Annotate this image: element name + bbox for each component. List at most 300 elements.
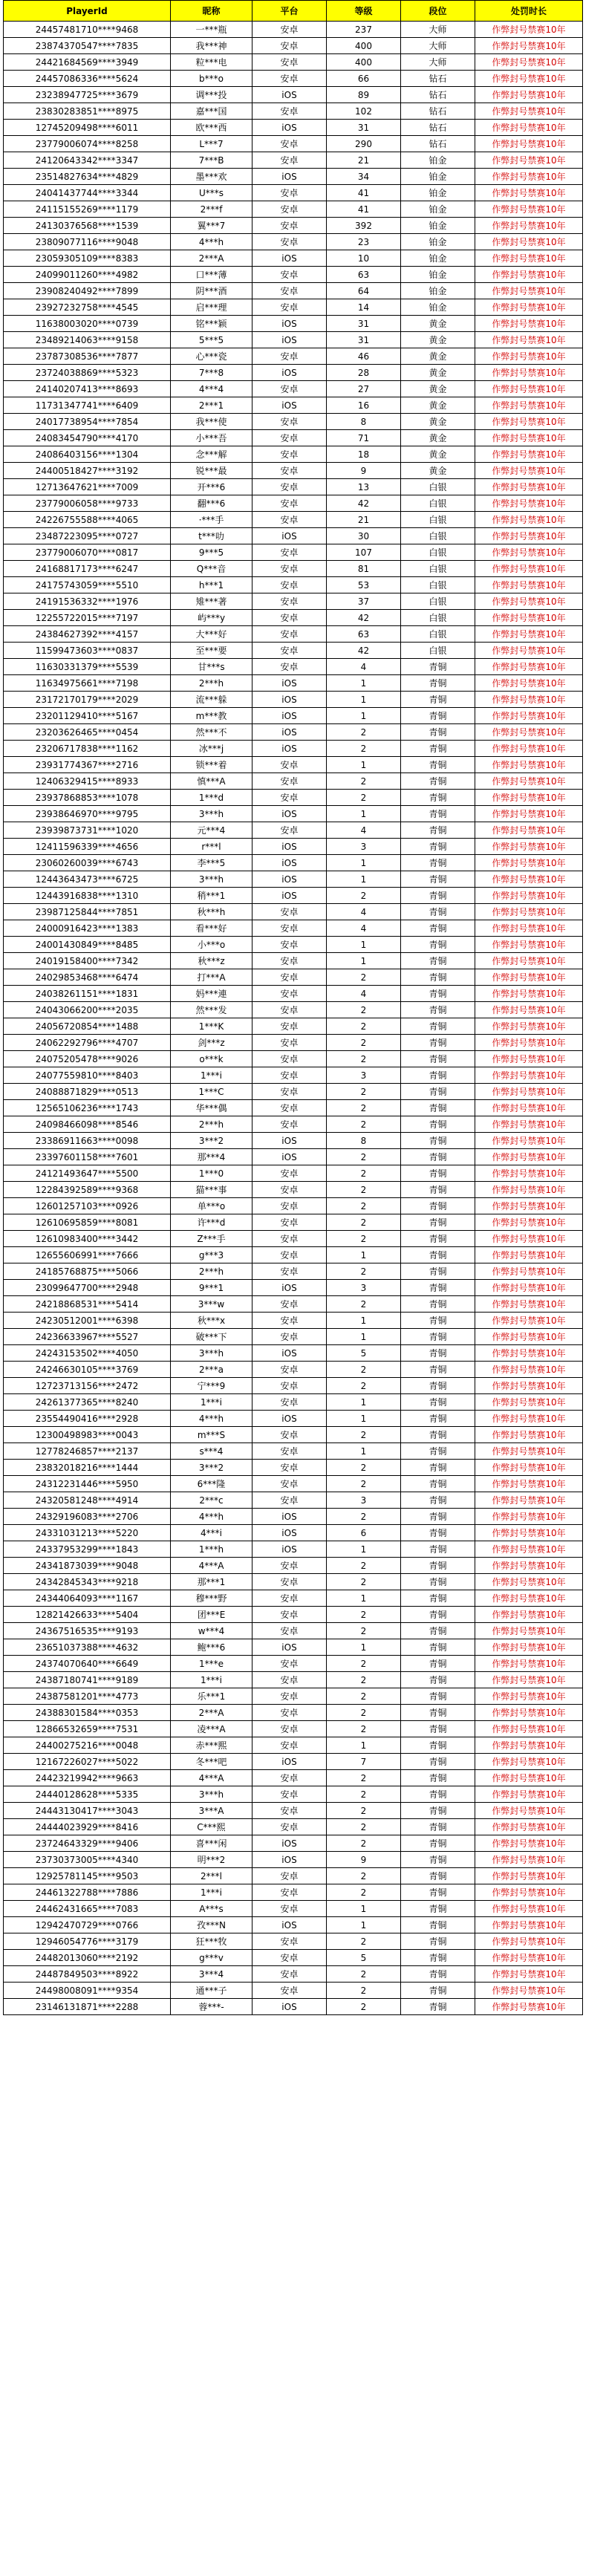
level-cell: 9 (327, 463, 401, 479)
table-row (4, 1705, 583, 1721)
platform-cell: 安卓 (252, 1035, 327, 1051)
rank-cell: 白银 (401, 544, 475, 561)
nickname-cell: 通***子 (171, 1983, 252, 1999)
rank-cell: 青铜 (401, 724, 475, 741)
rank-cell: 青铜 (401, 1329, 475, 1345)
platform-cell: iOS (252, 1149, 327, 1165)
platform-cell: 安卓 (252, 381, 327, 397)
rank-cell: 青铜 (401, 741, 475, 757)
rank-cell: 青铜 (401, 1574, 475, 1590)
table-row (4, 1999, 583, 2015)
player-id-cell: 23938646970****9795 (4, 806, 171, 822)
penalty-cell: 作弊封号禁赛10年 (475, 1051, 583, 1067)
nickname-cell: 4***4 (171, 381, 252, 397)
nickname-cell: 2***A (171, 1705, 252, 1721)
penalty-cell: 作弊封号禁赛10年 (475, 1035, 583, 1051)
platform-cell: 安卓 (252, 593, 327, 610)
platform-cell: 安卓 (252, 463, 327, 479)
penalty-cell: 作弊封号禁赛10年 (475, 1084, 583, 1100)
table-row (4, 1607, 583, 1623)
platform-cell: 安卓 (252, 1214, 327, 1231)
table-row (4, 381, 583, 397)
penalty-cell: 作弊封号禁赛10年 (475, 479, 583, 495)
rank-cell: 青铜 (401, 1819, 475, 1835)
platform-cell: 安卓 (252, 986, 327, 1002)
penalty-cell: 作弊封号禁赛10年 (475, 348, 583, 365)
platform-cell: iOS (252, 250, 327, 267)
level-cell: 1 (327, 1443, 401, 1460)
rank-cell: 青铜 (401, 871, 475, 888)
penalty-cell: 作弊封号禁赛10年 (475, 1345, 583, 1362)
level-cell: 34 (327, 169, 401, 185)
penalty-cell: 作弊封号禁赛10年 (475, 120, 583, 136)
header-row (4, 1, 583, 22)
level-cell: 2 (327, 1803, 401, 1819)
table-row (4, 136, 583, 152)
nickname-cell: 锐***最 (171, 463, 252, 479)
rank-cell: 铂金 (401, 299, 475, 316)
nickname-cell: 1***h (171, 1541, 252, 1558)
platform-cell: 安卓 (252, 920, 327, 937)
rank-cell: 青铜 (401, 937, 475, 953)
rank-cell: 钻石 (401, 87, 475, 103)
platform-cell: iOS (252, 724, 327, 741)
level-cell: 2 (327, 1116, 401, 1133)
player-id-cell: 24400275216****0048 (4, 1737, 171, 1754)
rank-cell: 青铜 (401, 822, 475, 839)
penalty-cell: 作弊封号禁赛10年 (475, 757, 583, 773)
level-cell: 2 (327, 1263, 401, 1280)
rank-cell: 青铜 (401, 839, 475, 855)
platform-cell: 安卓 (252, 201, 327, 218)
level-cell: 28 (327, 365, 401, 381)
player-id-cell: 23651037388****4632 (4, 1639, 171, 1656)
player-id-cell: 12821426633****5404 (4, 1607, 171, 1623)
player-id-cell: 24374070640****6649 (4, 1656, 171, 1672)
rank-cell: 青铜 (401, 1378, 475, 1394)
nickname-cell: m***S (171, 1427, 252, 1443)
platform-cell: iOS (252, 871, 327, 888)
rank-cell: 铂金 (401, 218, 475, 234)
penalty-cell: 作弊封号禁赛10年 (475, 724, 583, 741)
penalty-cell: 作弊封号禁赛10年 (475, 136, 583, 152)
player-id-cell: 24388301584****0353 (4, 1705, 171, 1721)
nickname-cell: 2***h (171, 1263, 252, 1280)
platform-cell: 安卓 (252, 643, 327, 659)
ban-list-table (3, 0, 583, 2015)
penalty-cell: 作弊封号禁赛10年 (475, 1590, 583, 1607)
level-cell: 1 (327, 1247, 401, 1263)
player-id-cell: 23060260039****6743 (4, 855, 171, 871)
level-cell: 2 (327, 1656, 401, 1672)
penalty-cell: 作弊封号禁赛10年 (475, 218, 583, 234)
platform-cell: iOS (252, 692, 327, 708)
nickname-cell: 4***A (171, 1770, 252, 1786)
level-cell: 2 (327, 1214, 401, 1231)
platform-cell: 安卓 (252, 299, 327, 316)
table-row (4, 1983, 583, 1999)
rank-cell: 白银 (401, 479, 475, 495)
table-row (4, 643, 583, 659)
nickname-cell: 2***c (171, 1492, 252, 1509)
player-id-cell: 24487849503****8922 (4, 1966, 171, 1983)
table-row (4, 1933, 583, 1950)
platform-cell: 安卓 (252, 1427, 327, 1443)
table-row (4, 463, 583, 479)
nickname-cell: 小***吾 (171, 430, 252, 446)
nickname-cell: 4***A (171, 1558, 252, 1574)
level-cell: 4 (327, 659, 401, 675)
penalty-cell: 作弊封号禁赛10年 (475, 986, 583, 1002)
penalty-cell: 作弊封号禁赛10年 (475, 1443, 583, 1460)
table-row (4, 1754, 583, 1770)
rank-cell: 青铜 (401, 969, 475, 986)
penalty-cell: 作弊封号禁赛10年 (475, 904, 583, 920)
table-row (4, 283, 583, 299)
penalty-cell: 作弊封号禁赛10年 (475, 610, 583, 626)
platform-cell: iOS (252, 1345, 327, 1362)
table-row (4, 71, 583, 87)
table-row (4, 1786, 583, 1803)
rank-cell: 青铜 (401, 675, 475, 692)
penalty-cell: 作弊封号禁赛10年 (475, 1296, 583, 1313)
table-row (4, 1149, 583, 1165)
level-cell: 23 (327, 234, 401, 250)
table-row (4, 1247, 583, 1263)
rank-cell: 青铜 (401, 1884, 475, 1901)
rank-cell: 黄金 (401, 332, 475, 348)
level-cell: 5 (327, 1345, 401, 1362)
player-id-cell: 12946054776****3179 (4, 1933, 171, 1950)
platform-cell: iOS (252, 397, 327, 414)
penalty-cell: 作弊封号禁赛10年 (475, 1263, 583, 1280)
platform-cell: 安卓 (252, 659, 327, 675)
nickname-cell: 1***i (171, 1884, 252, 1901)
nickname-cell: 屿***y (171, 610, 252, 626)
penalty-cell: 作弊封号禁赛10年 (475, 283, 583, 299)
nickname-cell: 1***e (171, 1656, 252, 1672)
player-id-cell: 23832018216****1444 (4, 1460, 171, 1476)
rank-cell: 青铜 (401, 1656, 475, 1672)
nickname-cell: 李***5 (171, 855, 252, 871)
rank-cell: 白银 (401, 577, 475, 593)
table-row (4, 332, 583, 348)
player-id-cell: 24461322788****7886 (4, 1884, 171, 1901)
platform-cell: iOS (252, 120, 327, 136)
nickname-cell: U***s (171, 185, 252, 201)
player-id-cell: 24086403156****1304 (4, 446, 171, 463)
level-cell: 1 (327, 1411, 401, 1427)
platform-cell: iOS (252, 855, 327, 871)
platform-cell: 安卓 (252, 1819, 327, 1835)
penalty-cell: 作弊封号禁赛10年 (475, 38, 583, 54)
player-id-cell: 11599473603****0837 (4, 643, 171, 659)
player-id-cell: 23927232758****4545 (4, 299, 171, 316)
penalty-cell: 作弊封号禁赛10年 (475, 1999, 583, 2015)
nickname-cell: 口***薄 (171, 267, 252, 283)
rank-cell: 青铜 (401, 904, 475, 920)
nickname-cell: 看***好 (171, 920, 252, 937)
penalty-cell: 作弊封号禁赛10年 (475, 1165, 583, 1182)
rank-cell: 青铜 (401, 1002, 475, 1018)
level-cell: 3 (327, 1492, 401, 1509)
rank-cell: 青铜 (401, 659, 475, 675)
penalty-cell: 作弊封号禁赛10年 (475, 659, 583, 675)
table-row (4, 1280, 583, 1296)
penalty-cell: 作弊封号禁赛10年 (475, 888, 583, 904)
player-id-cell: 23987125844****7851 (4, 904, 171, 920)
platform-cell: 安卓 (252, 71, 327, 87)
nickname-cell: 2***l (171, 1868, 252, 1884)
table-row (4, 1362, 583, 1378)
rank-cell: 青铜 (401, 1983, 475, 1999)
player-id-cell: 24329196083****2706 (4, 1509, 171, 1525)
penalty-cell: 作弊封号禁赛10年 (475, 414, 583, 430)
player-id-cell: 12713647621****7009 (4, 479, 171, 495)
platform-cell: 安卓 (252, 1067, 327, 1084)
level-cell: 8 (327, 1133, 401, 1149)
platform-cell: 安卓 (252, 512, 327, 528)
table-row (4, 1067, 583, 1084)
platform-cell: 安卓 (252, 1770, 327, 1786)
nickname-cell: 2***a (171, 1362, 252, 1378)
player-id-cell: 24421684569****3949 (4, 54, 171, 71)
table-row (4, 888, 583, 904)
rank-cell: 青铜 (401, 1688, 475, 1705)
rank-cell: 青铜 (401, 757, 475, 773)
level-cell: 2 (327, 741, 401, 757)
player-id-cell: 12255722015****7197 (4, 610, 171, 626)
player-id-cell: 24342845343****9218 (4, 1574, 171, 1590)
level-cell: 1 (327, 871, 401, 888)
platform-cell: 安卓 (252, 1688, 327, 1705)
rank-cell: 铂金 (401, 169, 475, 185)
penalty-cell: 作弊封号禁赛10年 (475, 1737, 583, 1754)
table-row (4, 250, 583, 267)
platform-cell: iOS (252, 1852, 327, 1868)
rank-cell: 青铜 (401, 1803, 475, 1819)
table-row (4, 1803, 583, 1819)
level-cell: 42 (327, 610, 401, 626)
table-row (4, 414, 583, 430)
player-id-cell: 24130376568****1539 (4, 218, 171, 234)
player-id-cell: 24344064093****1167 (4, 1590, 171, 1607)
nickname-cell: Q***音 (171, 561, 252, 577)
player-id-cell: 24444023929****8416 (4, 1819, 171, 1835)
nickname-cell: 1***C (171, 1084, 252, 1100)
table-row (4, 692, 583, 708)
nickname-cell: 3***A (171, 1803, 252, 1819)
player-id-cell: 12778246857****2137 (4, 1443, 171, 1460)
level-cell: 5 (327, 1950, 401, 1966)
rank-cell: 白银 (401, 643, 475, 659)
table-row (4, 120, 583, 136)
platform-cell: 安卓 (252, 136, 327, 152)
penalty-cell: 作弊封号禁赛10年 (475, 1378, 583, 1394)
penalty-cell: 作弊封号禁赛10年 (475, 593, 583, 610)
rank-cell: 黄金 (401, 365, 475, 381)
rank-cell: 青铜 (401, 1443, 475, 1460)
level-cell: 16 (327, 397, 401, 414)
player-id-cell: 24088871829****0513 (4, 1084, 171, 1100)
rank-cell: 青铜 (401, 855, 475, 871)
nickname-cell: 那***1 (171, 1574, 252, 1590)
player-id-cell: 23939873731****1020 (4, 822, 171, 839)
player-id-cell: 23489214063****9158 (4, 332, 171, 348)
table-row (4, 953, 583, 969)
platform-cell: 安卓 (252, 969, 327, 986)
player-id-cell: 24098466098****8546 (4, 1116, 171, 1133)
table-row (4, 741, 583, 757)
nickname-cell: 嘉***国 (171, 103, 252, 120)
table-row (4, 365, 583, 381)
player-id-cell: 11630331379****5539 (4, 659, 171, 675)
player-id-cell: 12610983400****3442 (4, 1231, 171, 1247)
table-row (4, 1394, 583, 1411)
rank-cell: 青铜 (401, 1835, 475, 1852)
table-row (4, 169, 583, 185)
player-id-cell: 24462431665****7083 (4, 1901, 171, 1917)
penalty-cell: 作弊封号禁赛10年 (475, 1754, 583, 1770)
level-cell: 2 (327, 1721, 401, 1737)
rank-cell: 白银 (401, 561, 475, 577)
nickname-cell: 1***i (171, 1394, 252, 1411)
nickname-cell: 赤***熙 (171, 1737, 252, 1754)
nickname-cell: 锁***着 (171, 757, 252, 773)
level-cell: 2 (327, 1607, 401, 1623)
player-id-cell: 24331031213****5220 (4, 1525, 171, 1541)
nickname-cell: 6***隆 (171, 1476, 252, 1492)
table-row (4, 1476, 583, 1492)
player-id-cell: 12565106236****1743 (4, 1100, 171, 1116)
player-id-cell: 24400518427****3192 (4, 463, 171, 479)
table-row (4, 822, 583, 839)
level-cell: 27 (327, 381, 401, 397)
table-row (4, 1133, 583, 1149)
level-cell: 46 (327, 348, 401, 365)
platform-cell: 安卓 (252, 544, 327, 561)
platform-cell: 安卓 (252, 1574, 327, 1590)
player-id-cell: 24121493647****5500 (4, 1165, 171, 1182)
rank-cell: 青铜 (401, 1133, 475, 1149)
level-cell: 2 (327, 724, 401, 741)
player-id-cell: 24168817173****6247 (4, 561, 171, 577)
platform-cell: 安卓 (252, 1786, 327, 1803)
table-row (4, 1018, 583, 1035)
nickname-cell: 然***不 (171, 724, 252, 741)
level-cell: 1 (327, 675, 401, 692)
platform-cell: 安卓 (252, 1394, 327, 1411)
rank-cell: 白银 (401, 626, 475, 643)
level-cell: 14 (327, 299, 401, 316)
platform-cell: iOS (252, 1280, 327, 1296)
level-cell: 2 (327, 1770, 401, 1786)
rank-cell: 青铜 (401, 1263, 475, 1280)
level-cell: 1 (327, 1541, 401, 1558)
player-id-cell: 12411596339****4656 (4, 839, 171, 855)
penalty-cell: 作弊封号禁赛10年 (475, 299, 583, 316)
rank-cell: 白银 (401, 495, 475, 512)
rank-cell: 青铜 (401, 1067, 475, 1084)
platform-cell: iOS (252, 1917, 327, 1933)
platform-cell: iOS (252, 888, 327, 904)
player-id-cell: 12601257103****0926 (4, 1198, 171, 1214)
platform-cell: 安卓 (252, 1933, 327, 1950)
nickname-cell: 穆***野 (171, 1590, 252, 1607)
table-row (4, 708, 583, 724)
table-row (4, 1182, 583, 1198)
player-id-cell: 12942470729****0766 (4, 1917, 171, 1933)
nickname-cell: t***叻 (171, 528, 252, 544)
player-id-cell: 24443130417****3043 (4, 1803, 171, 1819)
player-id-cell: 24384627392****4157 (4, 626, 171, 643)
penalty-cell: 作弊封号禁赛10年 (475, 1803, 583, 1819)
player-id-cell: 24246630105****3769 (4, 1362, 171, 1378)
level-cell: 2 (327, 1362, 401, 1378)
platform-cell: 安卓 (252, 1705, 327, 1721)
platform-cell: 安卓 (252, 1607, 327, 1623)
penalty-cell: 作弊封号禁赛10年 (475, 741, 583, 757)
level-cell: 2 (327, 1786, 401, 1803)
penalty-cell: 作弊封号禁赛10年 (475, 1182, 583, 1198)
player-id-cell: 24367516535****9193 (4, 1623, 171, 1639)
level-cell: 2 (327, 1819, 401, 1835)
level-cell: 13 (327, 479, 401, 495)
table-row (4, 1721, 583, 1737)
penalty-cell: 作弊封号禁赛10年 (475, 446, 583, 463)
table-row (4, 544, 583, 561)
platform-cell: 安卓 (252, 414, 327, 430)
table-row (4, 1884, 583, 1901)
platform-cell: 安卓 (252, 1002, 327, 1018)
penalty-cell: 作弊封号禁赛10年 (475, 920, 583, 937)
player-id-cell: 12610695859****8081 (4, 1214, 171, 1231)
header-level: 等级 (327, 1, 401, 22)
level-cell: 2 (327, 1672, 401, 1688)
table-row (4, 1263, 583, 1280)
platform-cell: 安卓 (252, 1198, 327, 1214)
penalty-cell: 作弊封号禁赛10年 (475, 250, 583, 267)
player-id-cell: 23830283851****8975 (4, 103, 171, 120)
platform-cell: iOS (252, 708, 327, 724)
nickname-cell: 破***下 (171, 1329, 252, 1345)
player-id-cell: 12723713156****2472 (4, 1378, 171, 1394)
table-row (4, 430, 583, 446)
rank-cell: 钻石 (401, 71, 475, 87)
level-cell: 21 (327, 512, 401, 528)
level-cell: 2 (327, 1296, 401, 1313)
penalty-cell: 作弊封号禁赛10年 (475, 1018, 583, 1035)
penalty-cell: 作弊封号禁赛10年 (475, 1950, 583, 1966)
nickname-cell: 4***h (171, 1411, 252, 1427)
penalty-cell: 作弊封号禁赛10年 (475, 1509, 583, 1525)
platform-cell: 安卓 (252, 38, 327, 54)
nickname-cell: 鲍***6 (171, 1639, 252, 1656)
level-cell: 1 (327, 806, 401, 822)
table-row (4, 659, 583, 675)
nickname-cell: 7***8 (171, 365, 252, 381)
level-cell: 392 (327, 218, 401, 234)
rank-cell: 青铜 (401, 1852, 475, 1868)
level-cell: 1 (327, 937, 401, 953)
platform-cell: 安卓 (252, 54, 327, 71)
platform-cell: 安卓 (252, 1884, 327, 1901)
nickname-cell: 3***h (171, 1345, 252, 1362)
rank-cell: 青铜 (401, 1313, 475, 1329)
nickname-cell: 调***投 (171, 87, 252, 103)
level-cell: 290 (327, 136, 401, 152)
penalty-cell: 作弊封号禁赛10年 (475, 1427, 583, 1443)
